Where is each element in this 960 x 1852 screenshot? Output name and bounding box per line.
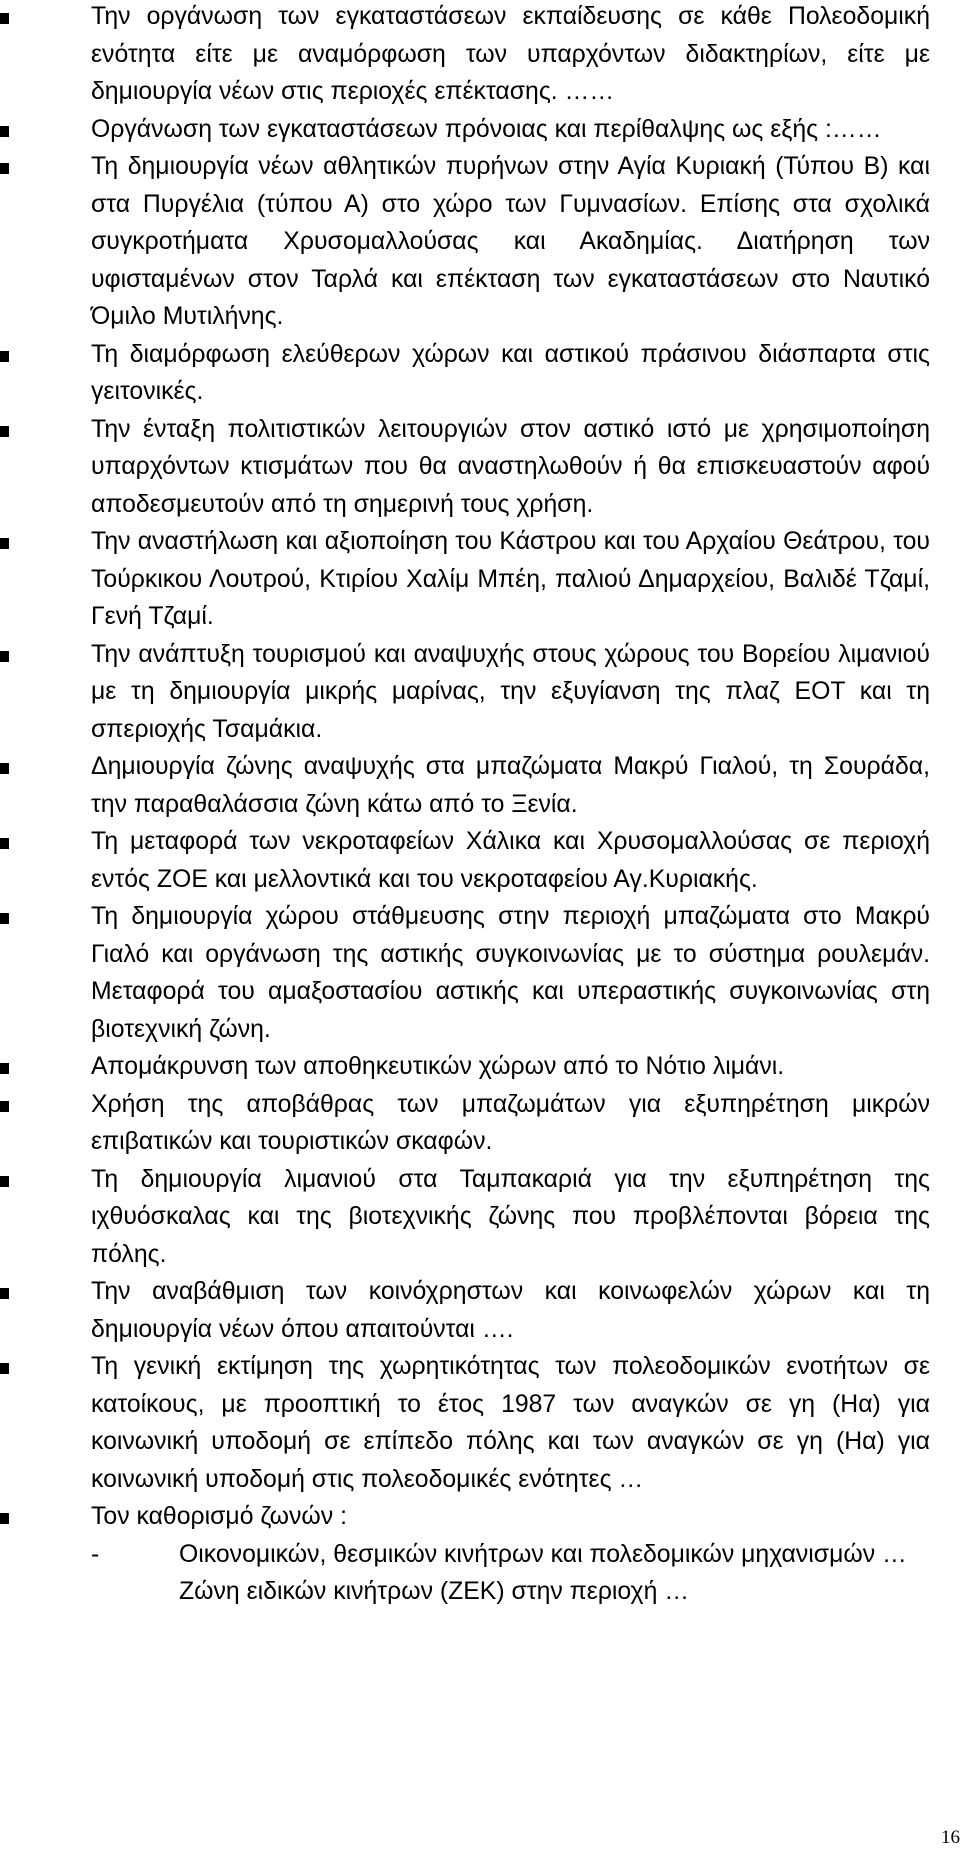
list-item	[0, 1348, 930, 1498]
list-item	[0, 1048, 930, 1086]
square-bullet-icon	[0, 538, 9, 549]
list-item-text: Τη διαμόρφωση ελεύθερων χώρων και αστικού πράσινου διάσπαρτα στις γειτονικές.	[91, 340, 930, 405]
square-bullet-icon	[0, 1176, 9, 1187]
list-item-text: Δημιουργία ζώνης αναψυχής στα μπαζώματα Μακρύ Γιαλού, τη Σουράδα, την παραθαλάσσια ζώνη κάτω από το Ξενία.	[91, 753, 930, 818]
page-number: 16	[941, 1827, 960, 1848]
list-item-text: Χρήση της αποβάθρας των μπαζωμάτων για εξυπηρέτηση μικρών επιβατικών και τουριστικών σκαφών.	[91, 1090, 930, 1155]
list-item-text: Την ένταξη πολιτιστικών λειτουργιών στον αστικό ιστό με χρησιμοποίηση υπαρχόντων κτισμάτων που θα αναστηλωθούν ή θα επισκευαστούν αφού αποδεσμευτούν από τη σημερινή τους χρήση.	[91, 415, 930, 518]
list-item	[0, 0, 930, 111]
sub-list-item-text: Ζώνη ειδικών κινήτρων (ΖΕΚ) στην περιοχή …	[179, 1578, 690, 1605]
square-bullet-icon	[0, 1363, 9, 1374]
square-bullet-icon	[0, 351, 9, 362]
square-bullet-icon	[0, 1063, 9, 1074]
square-bullet-icon	[0, 1288, 9, 1299]
list-item	[0, 336, 930, 411]
list-item	[0, 898, 930, 1048]
square-bullet-icon	[0, 426, 9, 437]
list-item-text: Τη δημιουργία λιμανιού στα Ταμπακαριά για την εξυπηρέτηση της ιχθυόσκαλας και της βιοτεχνικής ζώνης που προβλέπονται βόρεια της πόλης.	[91, 1165, 930, 1268]
list-item	[0, 823, 930, 898]
square-bullet-icon	[0, 763, 9, 774]
list-item	[0, 636, 930, 749]
list-item	[0, 1273, 930, 1348]
square-bullet-icon	[0, 913, 9, 924]
sub-list-item-text: Οικονομικών, θεσμικών κινήτρων και πολεδομικών μηχανισμών …	[179, 1540, 907, 1568]
list-item	[0, 1161, 930, 1274]
list-item-text: Τη δημιουργία χώρου στάθμευσης στην περιοχή μπαζώματα στο Μακρύ Γιαλό και οργάνωση της αστικής συγκοινωνίας με το σύστημα ρουλεμάν. Μεταφορά του αμαξοστασίου αστικής και υπεραστικής συγκοινωνίας στη βιοτεχνική ζώνη.	[91, 903, 930, 1043]
list-item-text: Οργάνωση των εγκαταστάσεων πρόνοιας και περίθαλψης ως εξής :……	[91, 115, 882, 143]
dash-marker: -	[91, 1540, 100, 1568]
list-item-text: Την ανάπτυξη τουρισμού και αναψυχής στους χώρους του Βορείου λιμανιού με τη δημιουργία μικρής μαρίνας, την εξυγίανση της πλαζ ΕΟΤ και τη σπεριοχής Τσαμάκια.	[91, 640, 930, 743]
list-item-text: Απομάκρυνση των αποθηκευτικών χώρων από το Νότιο λιμάνι.	[91, 1053, 785, 1080]
list-item	[0, 1086, 930, 1161]
list-item-text: Τη μεταφορά των νεκροταφείων Χάλικα και Χρυσομαλλούσας σε περιοχή εντός ΖΟΕ και μελλοντικά και του νεκροταφείου Αγ.Κυριακής.	[91, 828, 930, 893]
square-bullet-icon	[0, 126, 9, 137]
list-item	[0, 1498, 930, 1536]
sub-list-item	[0, 1573, 930, 1611]
square-bullet-icon	[0, 1101, 9, 1112]
square-bullet-icon	[0, 13, 9, 24]
list-item-text: Την αναβάθμιση των κοινόχρηστων και κοινωφελών χώρων και τη δημιουργία νέων όπου απαιτούνται ….	[91, 1278, 930, 1343]
square-bullet-icon	[0, 838, 9, 849]
square-bullet-icon	[0, 1513, 9, 1524]
list-item	[0, 748, 930, 823]
list-item	[0, 523, 930, 636]
list-item-text: Τον καθορισμό ζωνών :	[91, 1503, 347, 1530]
list-item-text: Τη δημιουργία νέων αθλητικών πυρήνων στην Αγία Κυριακή (Τύπου Β) και στα Πυργέλια (τύπου Α) στο χώρο των Γυμνασίων. Επίσης στα σχολικά συγκροτήματα Χρυσομαλλούσας και Ακαδημίας. Διατήρηση των υφισταμένων στον Ταρλά και επέκταση των εγκαταστάσεων στο Ναυτικό Όμιλο Μυτιλήνης.	[91, 153, 930, 330]
list-item-text: Τη γενική εκτίμηση της χωρητικότητας των πολεοδομικών ενοτήτων σε κατοίκους, με προοπτική το έτος 1987 των αναγκών σε γη (Ηα) για κοινωνική υποδομή σε επίπεδο πόλης και των αναγκών σε γη (Ηα) για κοινωνική υποδομή στις πολεοδομικές ενότητες …	[91, 1353, 930, 1493]
list-item-text: Την οργάνωση των εγκαταστάσεων εκπαίδευσης σε κάθε Πολεοδομική ενότητα είτε με αναμόρφωση των υπαρχόντων διδακτηρίων, είτε με δημιουργία νέων στις περιοχές επέκτασης. ……	[91, 3, 930, 105]
square-bullet-icon	[0, 651, 9, 662]
list-item	[0, 411, 930, 524]
sub-list-item	[0, 1536, 930, 1574]
list-item	[0, 148, 930, 336]
list-item-text: Την αναστήλωση και αξιοποίηση του Κάστρου και του Αρχαίου Θεάτρου, του Τούρκικου Λουτρού, Κτιρίου Χαλίμ Μπέη, παλιού Δημαρχείου, Βαλιδέ Τζαμί, Γενή Τζαμί.	[91, 528, 930, 630]
square-bullet-icon	[0, 163, 9, 174]
list-item	[0, 111, 930, 149]
